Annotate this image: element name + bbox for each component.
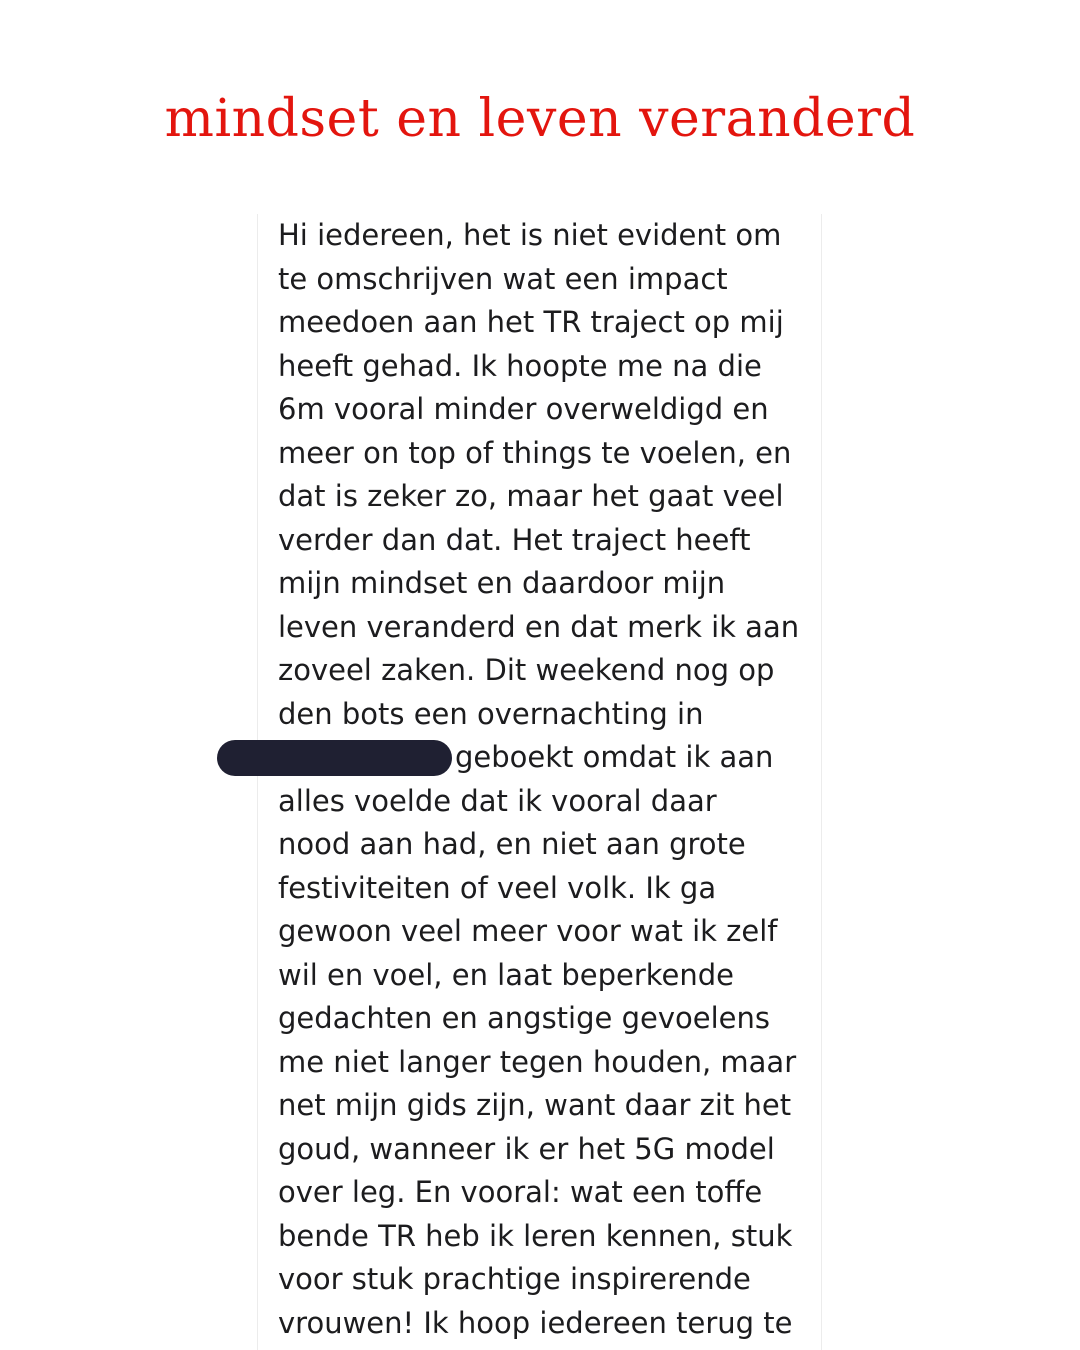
message-line: meedoen aan het TR traject op mij xyxy=(278,305,784,339)
message-line: voor stuk prachtige inspirerende xyxy=(278,1262,751,1296)
message-line: vrouwen! Ik hoop iedereen terug te xyxy=(278,1305,793,1340)
message-line: geboekt omdat ik aan xyxy=(455,740,774,774)
redaction-bar xyxy=(217,740,452,776)
message-line: leven veranderd en dat merk ik aan xyxy=(278,609,800,644)
message-line: 6m vooral minder overweldigd en xyxy=(278,392,769,426)
message-line: den bots een overnachting in xyxy=(278,696,704,731)
message-line: dat is zeker zo, maar het gaat veel xyxy=(278,479,784,513)
message-line: net mijn gids zijn, want daar zit het xyxy=(278,1088,792,1122)
message-line: te omschrijven wat een impact xyxy=(278,261,728,296)
headline: mindset en leven veranderd xyxy=(164,89,916,149)
message-line: nood aan had, en niet aan grote xyxy=(278,827,746,861)
message-line: Hi iedereen, het is niet evident om xyxy=(278,218,782,252)
message-line: over leg. En vooral: wat een toffe xyxy=(278,1175,763,1209)
message-line: gewoon veel meer voor wat ik zelf xyxy=(278,914,778,948)
message-line: meer on top of things te voelen, en xyxy=(278,435,792,470)
message-body xyxy=(278,214,818,1345)
message-line: wil en voel, en laat beperkende xyxy=(278,957,735,992)
message-line: alles voelde dat ik vooral daar xyxy=(278,783,717,818)
message-line: goud, wanneer ik er het 5G model xyxy=(278,1131,775,1166)
message-line: verder dan dat. Het traject heeft xyxy=(278,522,751,557)
message-line: bende TR heb ik leren kennen, stuk xyxy=(278,1218,793,1253)
message-line: mijn mindset en daardoor mijn xyxy=(278,566,726,600)
message-line: zoveel zaken. Dit weekend nog op xyxy=(278,653,775,687)
message-line: heeft gehad. Ik hoopte me na die xyxy=(278,348,762,383)
message-line: gedachten en angstige gevoelens xyxy=(278,1001,770,1035)
message-screenshot xyxy=(257,214,822,1350)
message-line: me niet langer tegen houden, maar xyxy=(278,1044,797,1079)
message-line: festiviteiten of veel volk. Ik ga xyxy=(278,870,717,905)
